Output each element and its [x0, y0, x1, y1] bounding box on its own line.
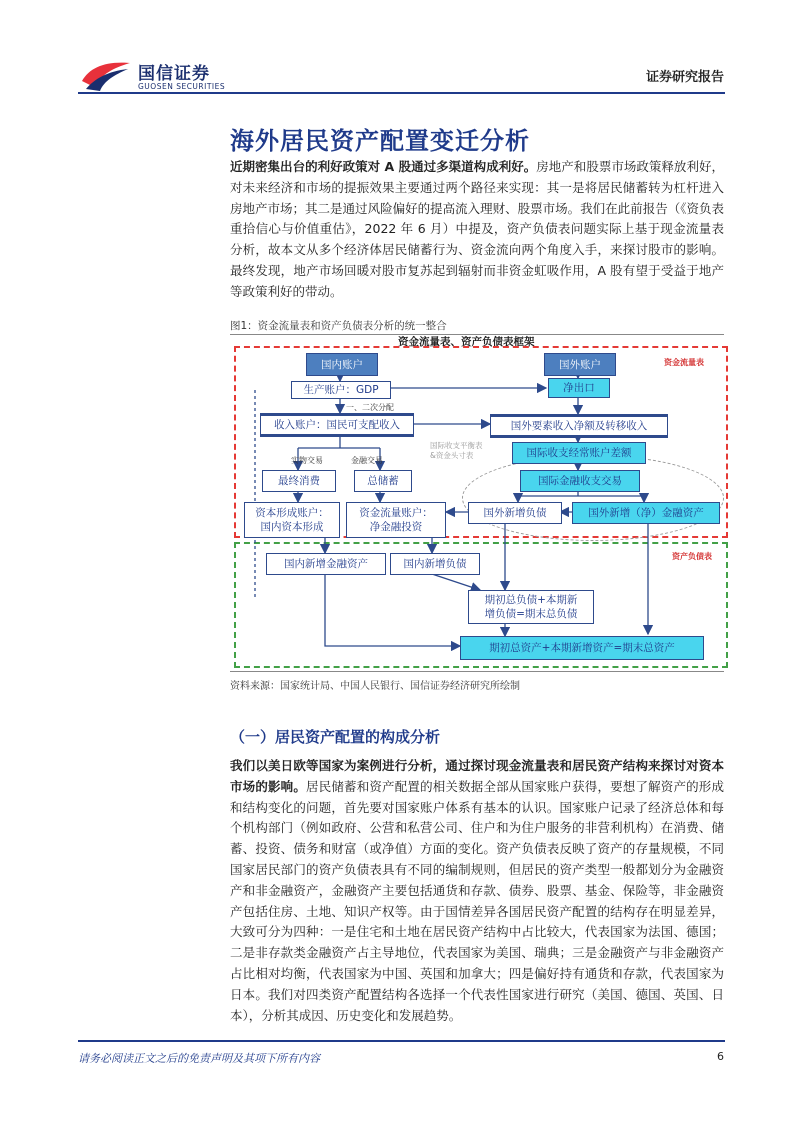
- figure-title: 资金流量表、资产负债表框架: [398, 336, 535, 348]
- total-savings-box: 总储蓄: [354, 470, 412, 492]
- capital-formation-line1: 资本形成账户：: [255, 507, 329, 519]
- bop-note-line2: &资金头寸表: [430, 451, 474, 460]
- disclaimer-note: 请务必阅读正文之后的免责声明及其项下所有内容: [78, 1052, 320, 1065]
- intl-financial-trade-box: 国际金融收支交易: [520, 470, 640, 492]
- income-account-box: 收入账户：国民可支配收入: [260, 413, 414, 437]
- assets-equation-box: 期初总资产+本期新增资产=期末总资产: [460, 636, 704, 660]
- section-bold-lead: 我们以美日欧等国家为案例进行分析，通过探讨现金流量表和居民资产结构来探讨对资本市场的影响。: [230, 758, 724, 794]
- financial-trade-label: 金融交易: [351, 456, 383, 465]
- final-consumption-box: 最终消费: [262, 470, 336, 492]
- page-number: 6: [717, 1050, 724, 1063]
- domestic-account-box: 国内账户: [306, 353, 378, 376]
- intro-bold-lead: 近期密集出台的利好政策对 A 股通过多渠道构成利好。: [230, 159, 537, 174]
- net-export-box: 净出口: [548, 378, 610, 398]
- capital-formation-line2: 国内资本形成: [260, 521, 324, 533]
- logo-english-name: GUOSEN SECURITIES: [138, 82, 226, 91]
- bop-note-line1: 国际收支平衡表: [430, 441, 483, 450]
- foreign-new-fin-assets-box: 国外新增（净）金融资产: [572, 502, 720, 524]
- domestic-new-fin-assets-box: 国内新增金融资产: [266, 553, 386, 575]
- section-body: 居民储蓄和资产配置的相关数据全部从国家账户获得，要想了解资产的形成和结构变化的问题，首先要对国家账户体系有基本的认识。国家账户记录了经济总体和每个机构部门（例如政府、公营和私营公司、住户和为住户服务的非营利机构）在消费、储蓄、投资、债务和财富（或净值）方面的变化。资产负债表反映了资产的存量规模，不同国家居民部门的资产负债表具有不同的编制规则，但居民的资产类型一般都划分为金融资产和非金融资产，金融资产主要包括通货和存款、债券、股票、基金、保险等，非金融资产包括住房、土地、知识产权等。由于国情差异各国居民资产配置的结构存在明显差异，大致可分为四种：一是住宅和土地在居民资产结构中占比较大，代表国家为法国、德国；二是非存款类金融资产占主导地位，代表国家为美国、瑞典；三是金融资产与非金融资产占比相对均衡，代表国家为中国、英国和加拿大；四是偏好持有通货和存款，代表国家为日本。我们对四类资产配置结构各选择一个代表性国家进行研究（美国、德国、英国、日本），分析其成因、历史变化和发展趋势。: [230, 778, 724, 1023]
- liabilities-equation-line2: 增负债=期末总负债: [484, 608, 578, 620]
- balance-sheet-region-label: 资产负债表: [672, 552, 712, 561]
- physical-trade-label: 实物交易: [291, 456, 323, 465]
- bop-current-balance-box: 国际收支经常账户差额: [512, 442, 646, 464]
- funds-flow-account-box: [346, 502, 446, 538]
- footer-divider: [78, 1040, 725, 1042]
- funds-flow-region-label: 资金流量表: [664, 358, 704, 367]
- figure-caption: 图1：资金流量表和资产负债表分析的统一整合: [230, 320, 447, 332]
- distribution-label: 一、二次分配: [346, 403, 394, 412]
- liabilities-equation-line1: 期初总负债+本期新: [484, 594, 578, 606]
- logo-chinese-name: 国信证券: [138, 64, 210, 84]
- funds-flow-line1: 资金流量账户：: [359, 507, 433, 519]
- section-title: （一）居民资产配置的构成分析: [230, 728, 441, 746]
- report-type: 证券研究报告: [645, 70, 724, 85]
- foreign-factor-income-box: 国外要素收入净额及转移收入: [490, 414, 668, 438]
- production-account-box: 生产账户：GDP: [291, 381, 391, 399]
- capital-formation-box: [244, 502, 340, 538]
- liabilities-equation-box: [468, 590, 594, 624]
- figure-bottom-rule: [230, 671, 724, 672]
- foreign-new-liabilities-box: 国外新增负债: [468, 502, 562, 524]
- page-title: 海外居民资产配置变迁分析: [230, 127, 530, 155]
- figure-source: 资料来源：国家统计局、中国人民银行、国信证券经济研究所绘制: [230, 681, 520, 692]
- domestic-new-liabilities-box: 国内新增负债: [390, 553, 480, 575]
- intro-body: 房地产和股票市场政策释放利好，对未来经济和市场的提振效果主要通过两个路径来实现：其一是将居民储蓄转为杠杆进入房地产市场；其二是通过风险偏好的提高流入理财、股票市场。我们在此前报告（《资负表重拾信心与价值重估》，2022 年 6 月）中提及，资产负债表问题实际上基于现金流量表分析，故本文从多个经济体居民储蓄行为、资金流向两个角度入手，来探讨股市的影响。最终发现，地产市场回暖对股市复苏起到辐射而非资金虹吸作用，A 股有望于受益于地产等政策利好的带动。: [230, 159, 724, 299]
- foreign-account-box: 国外账户: [544, 353, 616, 376]
- section-paragraph: [230, 756, 724, 1026]
- funds-flow-line2: 净金融投资: [369, 521, 423, 533]
